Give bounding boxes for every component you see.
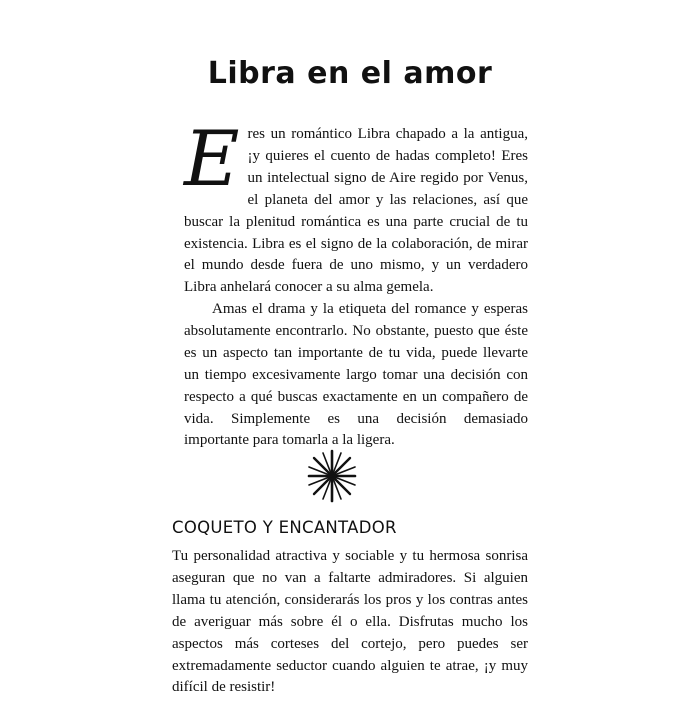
intro-text: res un romántico Libra chapado a la antigua, ¡y quieres el cuento de hadas completo! Eres un intelectual signo de Aire regido por Venus, el planeta del amor y las relaciones, así que buscar la plenitud romántica es una parte crucial de tu existencia. Libra es el signo de la colaboración, de mirar el mundo desde fuera de uno mismo, y un verdadero Libra anhelará conocer a su alma gemela.: [184, 126, 528, 296]
section-paragraph: Tu personalidad atractiva y sociable y tu hermosa sonrisa aseguran que no van a faltarte admiradores. Si alguien llama tu atención, considerarás los pros y los contras antes de averiguar más sobre él o ella. Disfrutas mucho los aspectos más corteses del cortejo, pero puedes ser extremadamente seductor cuando alguien te atrae, ¡y muy difícil de resistir!: [172, 548, 528, 696]
star-burst-icon: [303, 447, 361, 505]
drop-cap: E: [184, 114, 240, 203]
section-heading: COQUETO Y ENCANTADOR: [172, 518, 397, 537]
body-paragraph: Amas el drama y la etiqueta del romance y esperas absolutamente encontrarlo. No obstante, puesto que éste es un aspecto tan importante de tu vida, puede llevarte un tiempo excesivamente largo tomar una decisión con respecto a qué buscas exactamente en un compañero de vida. Simplemente es una decisión demasiado importante para tomarla a la ligera.: [184, 301, 528, 449]
page-title: Libra en el amor: [207, 56, 493, 91]
intro-paragraph: [184, 114, 528, 299]
